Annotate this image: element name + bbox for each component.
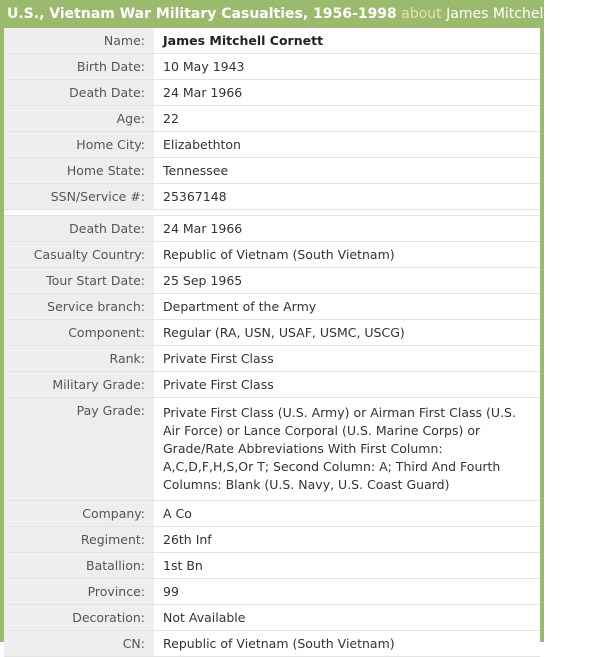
field-value-tour-start-date: 25 Sep 1965	[154, 268, 540, 294]
field-value-pay-grade: Private First Class (U.S. Army) or Airman First Class (U.S. Air Force) or Lance Corporal (U.S. Marine Corps) or Grade/Rate Abbreviations With First Column: A,C,D,F,H,S,Or T; Second Column: A; Third And Fourth Columns: Blank (U.S. Navy, U.S. Coast Guard)	[154, 398, 540, 501]
field-value-home-state: Tennessee	[154, 158, 540, 184]
field-value-service-branch: Department of the Army	[154, 294, 540, 320]
field-label-cn: CN:	[4, 631, 154, 657]
field-label-age: Age:	[4, 106, 154, 132]
field-value-home-city: Elizabethton	[154, 132, 540, 158]
field-label-decoration: Decoration:	[4, 605, 154, 631]
table-row	[4, 320, 540, 346]
field-label-home-city: Home City:	[4, 132, 154, 158]
table-row	[4, 294, 540, 320]
field-label-rank: Rank:	[4, 346, 154, 372]
collection-title[interactable]: U.S., Vietnam War Military Casualties, 1956-1998	[7, 6, 397, 22]
field-label-military-grade: Military Grade:	[4, 372, 154, 398]
field-label-batallion: Batallion:	[4, 553, 154, 579]
table-row	[4, 54, 540, 80]
record-panel	[4, 28, 540, 651]
field-value-regiment: 26th Inf	[154, 527, 540, 553]
about-word: about	[401, 6, 442, 22]
field-label-component: Component:	[4, 320, 154, 346]
table-row	[4, 501, 540, 527]
field-label-birth-date: Birth Date:	[4, 54, 154, 80]
field-label-death-date-2: Death Date:	[4, 216, 154, 242]
table-row	[4, 216, 540, 242]
field-value-death-date-2: 24 Mar 1966	[154, 216, 540, 242]
field-label-province: Province:	[4, 579, 154, 605]
field-value-component: Regular (RA, USN, USAF, USMC, USCG)	[154, 320, 540, 346]
table-row	[4, 28, 540, 54]
table-row	[4, 346, 540, 372]
field-label-tour-start-date: Tour Start Date:	[4, 268, 154, 294]
field-label-pay-grade: Pay Grade:	[4, 398, 154, 501]
person-name-header: James Mitchell Cornett	[446, 6, 604, 22]
record-table	[4, 28, 540, 657]
field-value-cn: Republic of Vietnam (South Vietnam)	[154, 631, 540, 657]
field-value-province: 99	[154, 579, 540, 605]
table-row	[4, 527, 540, 553]
field-value-age: 22	[154, 106, 540, 132]
table-row	[4, 158, 540, 184]
table-row	[4, 242, 540, 268]
field-value-company: A Co	[154, 501, 540, 527]
field-label-name: Name:	[4, 28, 154, 54]
table-row	[4, 579, 540, 605]
field-label-casualty-country: Casualty Country:	[4, 242, 154, 268]
field-value-batallion: 1st Bn	[154, 553, 540, 579]
field-value-birth-date: 10 May 1943	[154, 54, 540, 80]
table-row	[4, 553, 540, 579]
table-row	[4, 80, 540, 106]
field-label-ssn: SSN/Service #:	[4, 184, 154, 210]
table-row	[4, 106, 540, 132]
table-row	[4, 372, 540, 398]
field-label-company: Company:	[4, 501, 154, 527]
table-row	[4, 398, 540, 501]
field-value-ssn: 25367148	[154, 184, 540, 210]
field-value-death-date: 24 Mar 1966	[154, 80, 540, 106]
field-label-regiment: Regiment:	[4, 527, 154, 553]
table-row	[4, 268, 540, 294]
table-row	[4, 184, 540, 210]
table-row	[4, 631, 540, 657]
table-row	[4, 605, 540, 631]
field-label-home-state: Home State:	[4, 158, 154, 184]
field-value-casualty-country: Republic of Vietnam (South Vietnam)	[154, 242, 540, 268]
record-header	[0, 0, 604, 28]
field-label-death-date: Death Date:	[4, 80, 154, 106]
table-row	[4, 132, 540, 158]
field-value-military-grade: Private First Class	[154, 372, 540, 398]
field-label-service-branch: Service branch:	[4, 294, 154, 320]
field-value-name: James Mitchell Cornett	[154, 28, 540, 54]
field-value-rank: Private First Class	[154, 346, 540, 372]
field-value-decoration: Not Available	[154, 605, 540, 631]
